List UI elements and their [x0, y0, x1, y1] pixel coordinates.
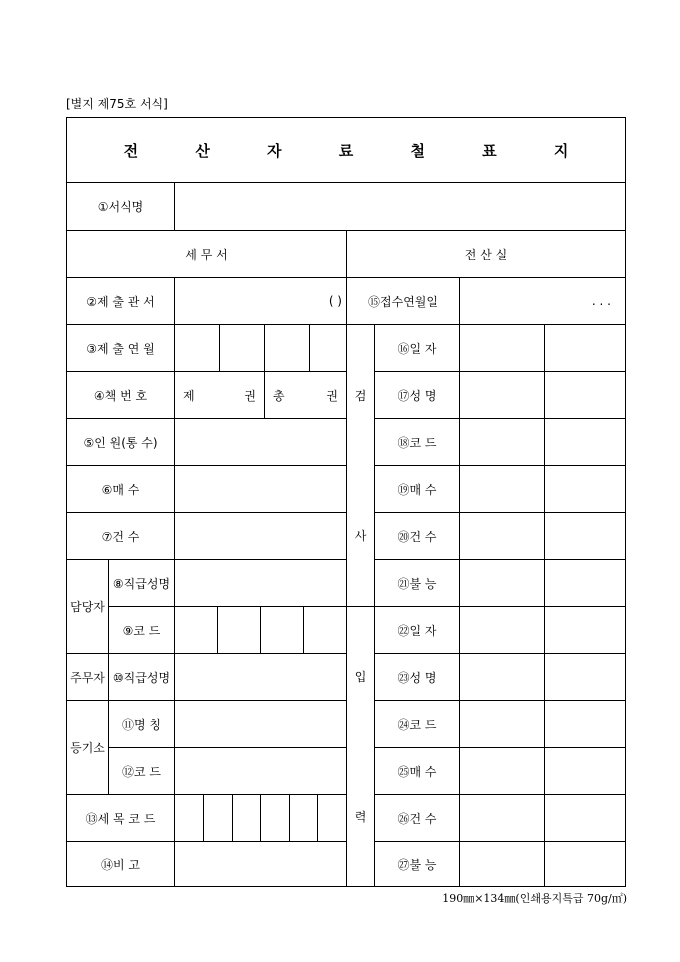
book-volume-field[interactable]: [175, 372, 265, 419]
book-total-field[interactable]: [265, 372, 347, 419]
submitting-office-field[interactable]: [175, 278, 347, 325]
form-name-label: ①서식명: [67, 183, 175, 231]
remarks-label: ⑭비 고: [67, 842, 175, 886]
receipt-date-label: ⑮접수연월일: [347, 278, 460, 325]
inspect-failed-field-2[interactable]: [545, 560, 625, 607]
persons-field[interactable]: [175, 419, 347, 466]
inspect-sheets-field-2[interactable]: [545, 466, 625, 513]
submission-date-box-4[interactable]: [310, 325, 347, 372]
inspect-cases-field-1[interactable]: [460, 513, 545, 560]
input-failed-field-2[interactable]: [545, 842, 625, 886]
book-volume-label: 제: [183, 388, 195, 403]
form-title: 전 산 자 료 철 표 지: [67, 118, 625, 183]
tax-office-header: 세 무 서: [67, 231, 347, 278]
registry-name-field[interactable]: [175, 701, 347, 748]
computer-room-header: 전 산 실: [347, 231, 625, 278]
registry-code-field[interactable]: [175, 748, 347, 795]
input-date-label: ㉒일 자: [375, 607, 460, 654]
registry-code-label: ⑫코 드: [109, 748, 175, 795]
inspect-code-field-2[interactable]: [545, 419, 625, 466]
input-failed-label: ㉗불 능: [375, 842, 460, 886]
book-volume-unit: 권: [244, 388, 256, 403]
form-name-field[interactable]: [175, 183, 625, 231]
officer-code-box-2[interactable]: [218, 607, 261, 654]
officer-code-label: ⑨코 드: [109, 607, 175, 654]
cases-field[interactable]: [175, 513, 347, 560]
book-total-label: 총: [273, 388, 285, 403]
submitting-office-paren: ( ): [328, 294, 342, 308]
input-date-field-2[interactable]: [545, 607, 625, 654]
inspect-sheets-label: ⑲매 수: [375, 466, 460, 513]
tax-item-code-box-5[interactable]: [290, 795, 318, 842]
receipt-date-dots: . . .: [591, 294, 611, 308]
officer-code-box-3[interactable]: [261, 607, 304, 654]
chief-group-label: 주무자: [67, 654, 109, 701]
form-frame: [66, 117, 626, 887]
inspection-group: [347, 325, 375, 607]
tax-item-code-box-6[interactable]: [318, 795, 347, 842]
input-sheets-field-2[interactable]: [545, 748, 625, 795]
submission-date-box-2[interactable]: [220, 325, 265, 372]
chief-title-name-label: ⑩직급성명: [109, 654, 175, 701]
chief-title-name-field[interactable]: [175, 654, 347, 701]
input-code-field-1[interactable]: [460, 701, 545, 748]
input-group: [347, 607, 375, 886]
tax-item-code-box-1[interactable]: [175, 795, 204, 842]
form-number-label: [별지 제75호 서식]: [66, 97, 168, 111]
persons-label: ⑤인 원(통 수): [67, 419, 175, 466]
officer-code-box-4[interactable]: [304, 607, 347, 654]
tax-item-code-label: ⑬세 목 코 드: [67, 795, 175, 842]
inspect-sheets-field-1[interactable]: [460, 466, 545, 513]
input-failed-field-1[interactable]: [460, 842, 545, 886]
cases-label: ⑦건 수: [67, 513, 175, 560]
inspect-cases-label: ⑳건 수: [375, 513, 460, 560]
sheets-label: ⑥매 수: [67, 466, 175, 513]
input-name-field-2[interactable]: [545, 654, 625, 701]
submitting-office-label: ②제 출 관 서: [67, 278, 175, 325]
input-cases-label: ㉖건 수: [375, 795, 460, 842]
receipt-date-field[interactable]: [460, 278, 625, 325]
input-cases-field-2[interactable]: [545, 795, 625, 842]
inspect-date-field-1[interactable]: [460, 325, 545, 372]
inspect-failed-label: ㉑불 능: [375, 560, 460, 607]
input-char-1: 입: [354, 670, 367, 685]
input-date-field-1[interactable]: [460, 607, 545, 654]
book-number-label: ④책 번 호: [67, 372, 175, 419]
inspect-code-field-1[interactable]: [460, 419, 545, 466]
tax-item-code-box-4[interactable]: [261, 795, 290, 842]
input-char-2: 력: [354, 809, 367, 824]
input-code-label: ㉔코 드: [375, 701, 460, 748]
paper-spec-footer: 190㎜×134㎜(인쇄용지특급 70g/㎡): [442, 892, 627, 905]
inspection-char-1: 검: [354, 388, 367, 403]
input-code-field-2[interactable]: [545, 701, 625, 748]
registry-name-label: ⑪명 칭: [109, 701, 175, 748]
inspect-name-field-2[interactable]: [545, 372, 625, 419]
input-cases-field-1[interactable]: [460, 795, 545, 842]
inspect-name-label: ⑰성 명: [375, 372, 460, 419]
officer-title-name-label: ⑧직급성명: [109, 560, 175, 607]
book-total-unit: 권: [326, 388, 338, 403]
officer-code-box-1[interactable]: [175, 607, 218, 654]
inspect-name-field-1[interactable]: [460, 372, 545, 419]
officer-group-label: 담당자: [67, 560, 109, 654]
remarks-field[interactable]: [175, 842, 347, 886]
inspect-code-label: ⑱코 드: [375, 419, 460, 466]
submission-date-box-1[interactable]: [175, 325, 220, 372]
inspect-date-label: ⑯일 자: [375, 325, 460, 372]
officer-title-name-field[interactable]: [175, 560, 347, 607]
input-name-label: ㉓성 명: [375, 654, 460, 701]
inspection-char-2: 사: [354, 529, 367, 544]
inspect-date-field-2[interactable]: [545, 325, 625, 372]
inspect-cases-field-2[interactable]: [545, 513, 625, 560]
tax-item-code-box-2[interactable]: [204, 795, 233, 842]
sheets-field[interactable]: [175, 466, 347, 513]
registry-group-label: 등기소: [67, 701, 109, 795]
input-sheets-label: ㉕매 수: [375, 748, 460, 795]
inspect-failed-field-1[interactable]: [460, 560, 545, 607]
submission-date-label: ③제 출 연 월: [67, 325, 175, 372]
input-name-field-1[interactable]: [460, 654, 545, 701]
input-sheets-field-1[interactable]: [460, 748, 545, 795]
submission-date-box-3[interactable]: [265, 325, 310, 372]
tax-item-code-box-3[interactable]: [233, 795, 261, 842]
